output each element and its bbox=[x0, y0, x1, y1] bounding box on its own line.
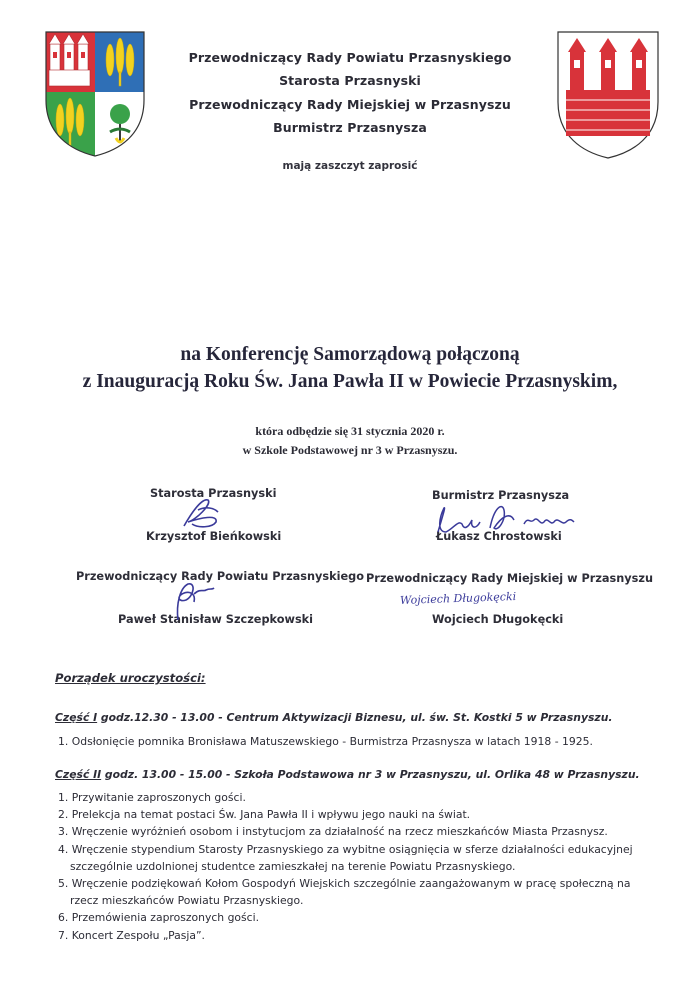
signatory-role: Przewodniczący Rady Powiatu Przasnyskiego bbox=[76, 570, 365, 583]
signature-scribble bbox=[432, 498, 592, 540]
list-item-continuation: rzecz mieszkańców Powiatu Przasnyskiego. bbox=[70, 894, 304, 908]
header-line-city-council-chair: Przewodniczący Rady Miejskiej w Przasnyszu bbox=[189, 97, 511, 112]
signatory-role: Przewodniczący Rady Miejskiej w Przasnyszu bbox=[366, 572, 653, 585]
header-line-starosta: Starosta Przasnyski bbox=[279, 73, 421, 88]
program-part-2-heading bbox=[55, 768, 640, 781]
list-item-text: 7. Koncert Zespołu „Pasja”. bbox=[58, 928, 205, 942]
handwritten-signature: Wojciech Długokęcki bbox=[399, 589, 517, 608]
event-date: która odbędzie się 31 stycznia 2020 r. bbox=[255, 424, 445, 438]
program-title: Porządek uroczystości: bbox=[55, 671, 206, 685]
program-part-1-list bbox=[58, 733, 593, 750]
signatory-name: Paweł Stanisław Szczepkowski bbox=[118, 613, 314, 626]
signatory-name: Krzysztof Bieńkowski bbox=[146, 530, 282, 543]
event-venue: w Szkole Podstawowej nr 3 w Przasnyszu. bbox=[242, 443, 458, 457]
part-label: Część II bbox=[55, 768, 102, 781]
part-label: Część I bbox=[55, 711, 98, 724]
list-item-continuation: szczególnie uzdolnionej studentce zamieszkałej na terenie Powiatu Przasnyskiego. bbox=[70, 859, 516, 873]
list-item-text: 4. Wręczenie stypendium Starosty Przasnyskiego za wybitne osiągnięcia w sferze działalności edukacyjnej bbox=[58, 842, 633, 856]
list-item bbox=[58, 841, 668, 875]
signatory-role: Burmistrz Przasnysza bbox=[432, 489, 570, 502]
list-item bbox=[58, 806, 668, 823]
program-part-1-heading bbox=[55, 711, 612, 724]
signatory-name: Łukasz Chrostowski bbox=[436, 530, 562, 543]
list-item bbox=[58, 875, 668, 909]
list-item bbox=[58, 789, 668, 806]
list-item-text: 6. Przemówienia zaproszonych gości. bbox=[58, 911, 260, 925]
signatory-role: Starosta Przasnyski bbox=[150, 487, 277, 500]
conference-title-line-1: na Konferencję Samorządową połączoną bbox=[180, 344, 520, 365]
list-item bbox=[58, 823, 668, 840]
powiat-coat-of-arms bbox=[44, 30, 146, 158]
header-line-council-chair: Przewodniczący Rady Powiatu Przasnyskiego bbox=[188, 50, 512, 65]
program-part-2-list bbox=[58, 789, 668, 944]
list-item bbox=[58, 909, 668, 926]
list-item-text: 1. Przywitanie zaproszonych gości. bbox=[58, 791, 246, 804]
signature-scribble bbox=[164, 574, 220, 626]
conference-title-line-2: z Inauguracją Roku Św. Jana Pawła II w Powiecie Przasnyskim, bbox=[82, 371, 618, 392]
invite-text: mają zaszczyt zaprosić bbox=[282, 160, 418, 172]
city-coat-of-arms bbox=[556, 30, 660, 160]
signature-scribble bbox=[178, 492, 224, 534]
part-description: godz. 13.00 - 15.00 - Szkoła Podstawowa nr 3 w Przasnyszu, ul. Orlika 48 w Przasnyszu. bbox=[101, 768, 640, 781]
signatory-name: Wojciech Długokęcki bbox=[432, 613, 564, 626]
list-item-text: 3. Wręczenie wyróżnień osobom i instytucjom za działalność na rzecz mieszkańców Miasta Przasnysz. bbox=[58, 825, 608, 839]
part-description: godz.12.30 - 13.00 - Centrum Aktywizacji Biznesu, ul. św. St. Kostki 5 w Przasnyszu. bbox=[97, 711, 613, 724]
list-item: 1. Odsłonięcie pomnika Bronisława Matuszewskiego - Burmistrza Przasnysza w latach 1918 - 1925. bbox=[58, 735, 593, 748]
list-item bbox=[58, 927, 668, 944]
list-item-text: 2. Prelekcja na temat postaci Św. Jana Pawła II i wpływu jego nauki na świat. bbox=[58, 808, 471, 822]
header-line-mayor: Burmistrz Przasnysza bbox=[273, 120, 427, 135]
list-item-text: 5. Wręczenie podziękowań Kołom Gospodyń Wiejskich szczególnie zaangażowanym w pracę społeczną na bbox=[58, 877, 631, 891]
